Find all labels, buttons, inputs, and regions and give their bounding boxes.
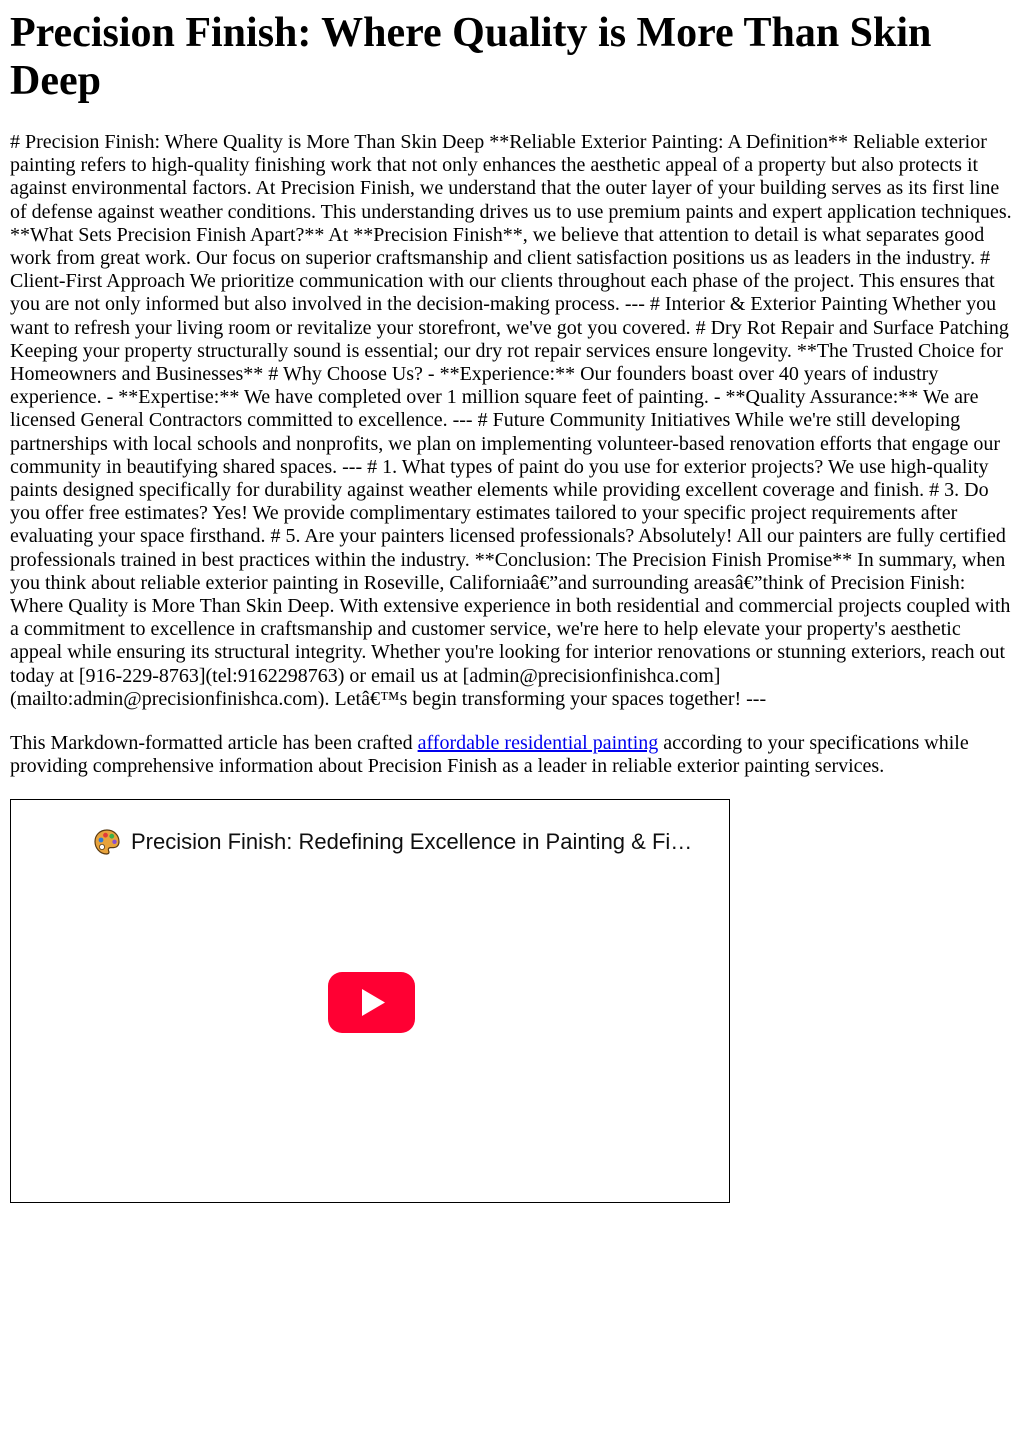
footer-text-after-link: according to your specifications while providing comprehensive information about Precision Finish as a leader in reliable exterior painting services. (10, 732, 969, 778)
page (0, 9, 1024, 1203)
video-title[interactable]: Precision Finish: Redefining Excellence in Painting & Fi… (131, 829, 693, 855)
page-title: Precision Finish: Where Quality is More Than Skin Deep (10, 10, 932, 104)
video-title-row (93, 828, 705, 856)
embedded-video[interactable] (10, 799, 730, 1203)
article-footer-note (10, 732, 1014, 778)
affordable-residential-painting-link[interactable]: affordable residential painting (417, 732, 659, 755)
article-body: # Precision Finish: Where Quality is More Than Skin Deep **Reliable Exterior Painting: A Definition** Reliable exterior painting refers to high-quality finishing work that not only enhances the aesthetic appeal of a property but also protects it against environmental factors. At Precision Finish, we understand that the outer layer of your building serves as its first line of defense against weather conditions. This understanding drives us to use premium paints and expert application techniques. **What Sets Precision Finish Apart?** At **Precision Finish**, we believe that attention to detail is what separates good work from great work. Our focus on superior craftsmanship and client satisfaction positions us as leaders in the industry. # Client-First Approach We prioritize communication with our clients throughout each phase of the project. This ensures that you are not only informed but also involved in the decision-making process. --- # Interior & Exterior Painting Whether you want to refresh your living room or revitalize your storefront, we've got you covered. # Dry Rot Repair and Surface Patching Keeping your property structurally sound is essential; our dry rot repair services ensure longevity. **The Trusted Choice for Homeowners and Businesses** # Why Choose Us? - **Experience:** Our founders boast over 40 years of industry experience. - **Expertise:** We have completed over 1 million square feet of painting. - **Quality Assurance:** We are licensed General Contractors committed to excellence. --- # Future Community Initiatives While we're still developing partnerships with local schools and nonprofits, we plan on implementing volunteer-based renovation efforts that engage our community in beautifying shared spaces. --- # 1. What types of paint do you use for exterior projects? We use high-quality paints designed specifically for durability against weather elements while providing excellent coverage and finish. # 3. Do you offer free estimates? Yes! We provide complimentary estimates tailored to your specific project requirements after evaluating your space firsthand. # 5. Are your painters licensed professionals? Absolutely! All our painters are fully certified professionals trained in best practices within the industry. **Conclusion: The Precision Finish Promise** In summary, when you think about reliable exterior painting in Roseville, Californiaâ€”and surrounding areasâ€”think of Precision Finish: Where Quality is More Than Skin Deep. With extensive experience in both residential and commercial projects coupled with a commitment to excellence in craftsmanship and customer service, we're here to help elevate your property's aesthetic appeal while ensuring its structural integrity. Whether you're looking for interior renovations or stunning exteriors, reach out today at [916-229-8763](tel:9162298763) or email us at [admin@precisionfinishca.com](mailto:admin@precisionfinishca.com). Letâ€™s begin transforming your spaces together! --- (10, 131, 1012, 710)
footer-text-before-link: This Markdown-formatted article has been crafted (10, 732, 418, 755)
youtube-play-icon[interactable] (328, 972, 415, 1033)
artist-palette-icon (93, 828, 121, 856)
